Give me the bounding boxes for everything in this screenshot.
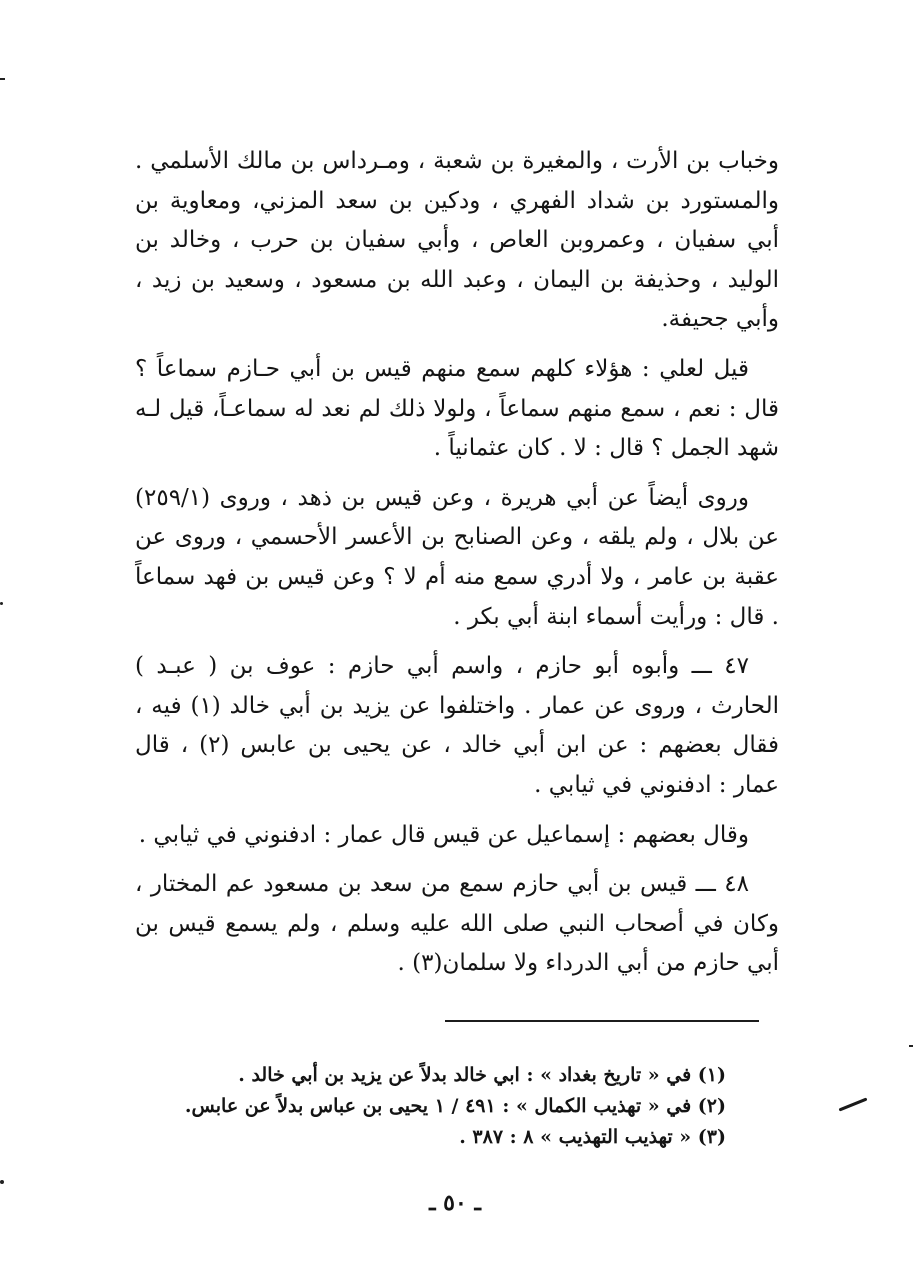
scan-mark <box>0 78 5 80</box>
page-number: ـ ٥٠ ـ <box>429 1190 481 1216</box>
footnote: (١) في « تاريخ بغداد » : ابي خالد بدلاً عن يزيد بن أبي خالد . <box>238 1064 726 1086</box>
pen-stroke <box>839 1097 868 1111</box>
scan-mark <box>909 1045 913 1047</box>
paragraph: وروى أيضاً عن أبي هريرة ، وعن قيس بن ذهد ، وروى (٢٥٩/١) عن بلال ، ولم يلقه ، وعن الصنابح بن الأعسر الأحسمي ، وروى عن عقبة بن عامر ، ولا أدري سمع منه أم لا ؟ وعن قيس بن فهد سماعاً . قال : ورأيت أسماء ابنة أبي بكر . <box>135 484 779 630</box>
footnote: (٣) « تهذيب التهذيب » ٨ : ٣٨٧ . <box>459 1126 726 1148</box>
scan-mark <box>0 1180 4 1184</box>
paragraph: ٤٨ ـــ قيس بن أبي حازم سمع من سعد بن مسعود عم المختار ، وكان في أصحاب النبي صلى الله عليه وسلم ، ولم يسمع قيس بن أبي حازم من أبي الدرداء ولا سلمان(٣) . <box>135 871 779 977</box>
main-text <box>135 142 779 984</box>
footnote: (٢) في « تهذيب الكمال » : ٤٩١ / ١ يحيى بن عباس بدلاً عن عابس. <box>184 1095 726 1117</box>
paragraph: وقال بعضهم : إسماعيل عن قيس قال عمار : ادفنوني في ثيابي . <box>138 821 749 848</box>
paragraph: ٤٧ ـــ وأبوه أبو حازم ، واسم أبي حازم : عوف بن ( عبـد ) الحارث ، وروى عن عمار . واختلفوا عن يزيد بن أبي خالد (١) فيه ، فقال بعضهم : عن ابن أبي خالد ، عن يحيى بن عابس (٢) ، قال عمار : ادفنوني في ثيابي . <box>135 653 779 798</box>
paragraph: وخباب بن الأرت ، والمغيرة بن شعبة ، ومـرداس بن مالك الأسلمي . والمستورد بن شداد الفهري ، ودكين بن سعد المزني، ومعاوية بن أبي سفيان ، وعمروبن العاص ، وأبي سفيان بن حرب ، وخالد بن الوليد ، وحذيفة بن اليمان ، وعبد الله بن مسعود ، وسعيد بن زيد ، وأبي جحيفة. <box>135 148 779 333</box>
footnotes <box>140 1060 726 1153</box>
scan-mark <box>0 602 3 605</box>
footnote-separator <box>445 1020 759 1022</box>
paragraph: قيل لعلي : هؤلاء كلهم سمع منهم قيس بن أبي حـازم سماعاً ؟ قال : نعم ، سمع منهم سماعاً ، ولولا ذلك لم نعد له سماعـاً، قيل لـه شهد الجمل ؟ قال : لا . كان عثمانياً . <box>135 355 779 462</box>
